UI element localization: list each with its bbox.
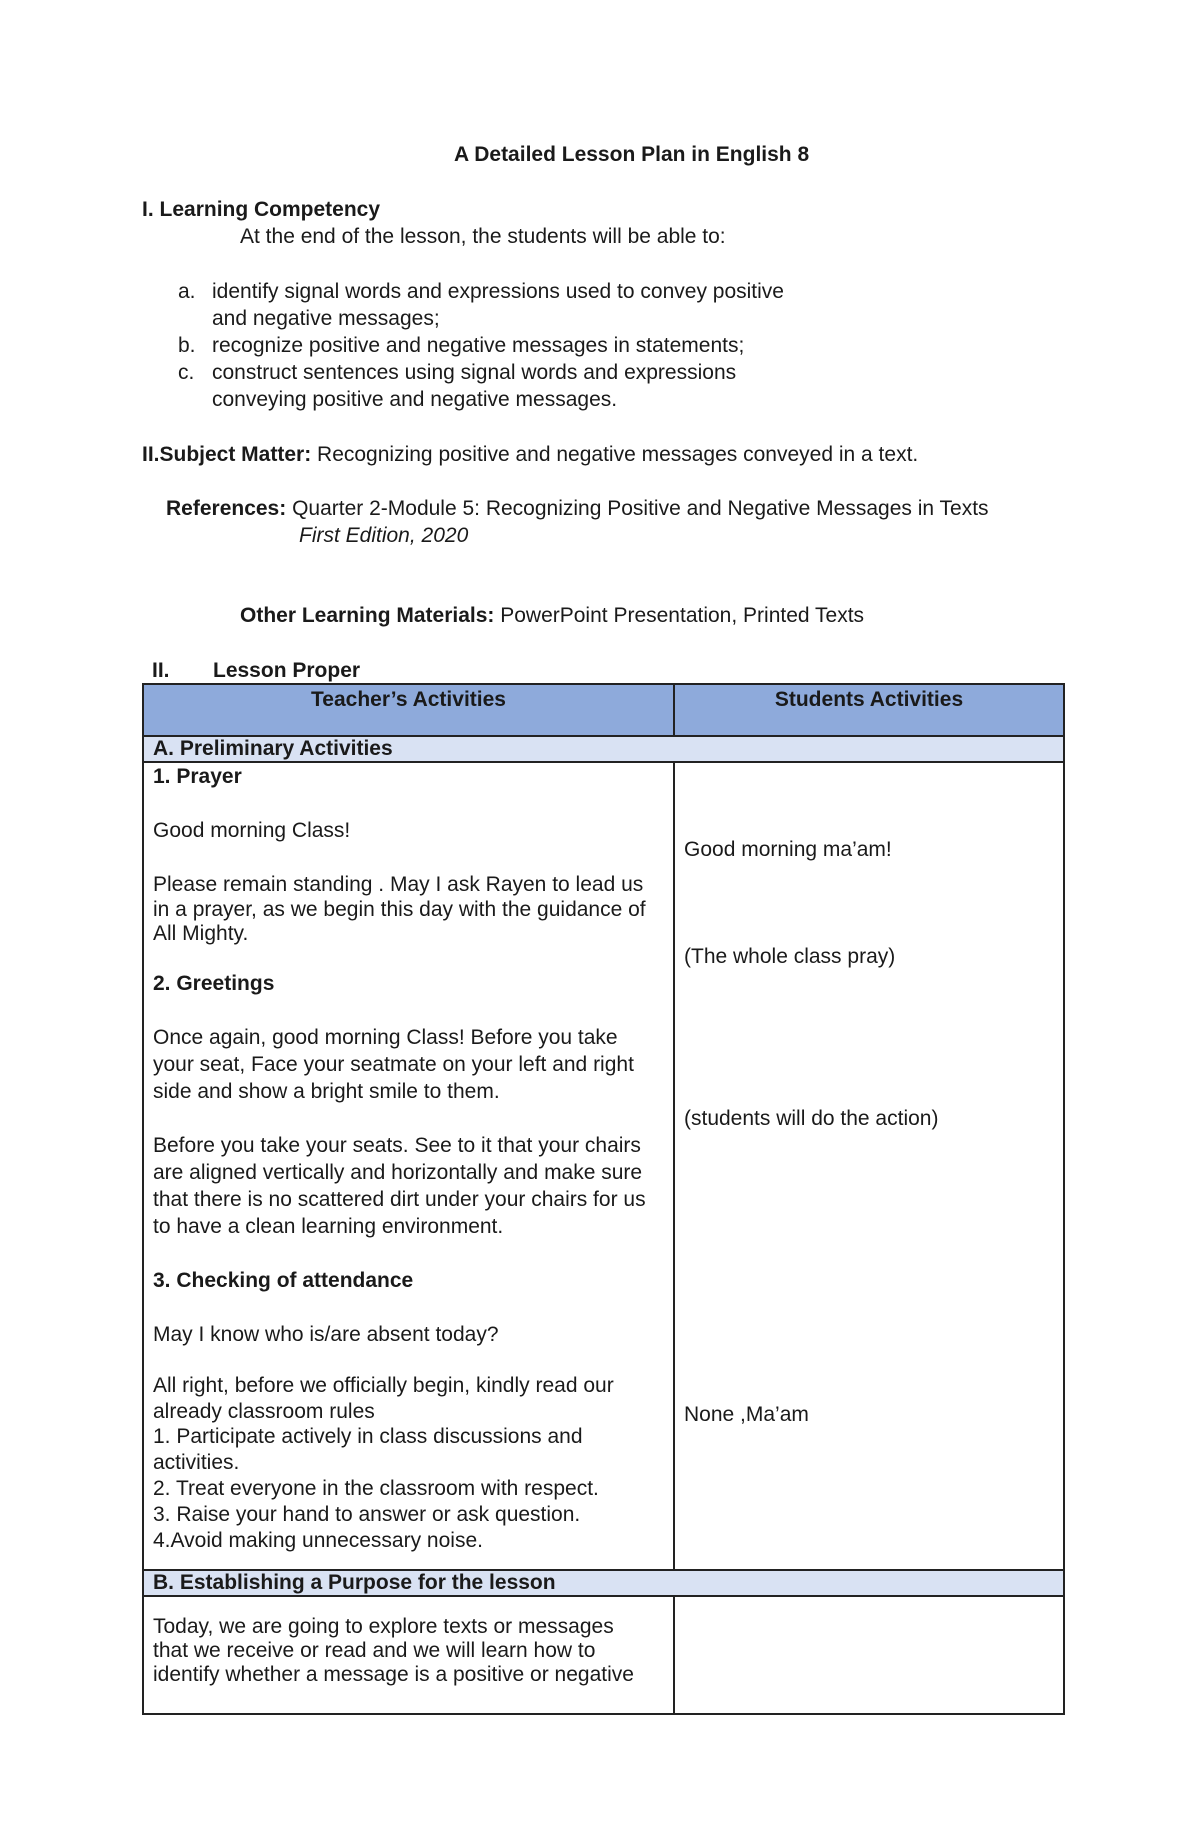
- objective-c-line1: construct sentences using signal words and expressions: [212, 361, 737, 384]
- purpose-line: Today, we are going to explore texts or messages: [153, 1615, 614, 1638]
- purpose-line: identify whether a message is a positive or negative: [153, 1663, 634, 1686]
- teacher-purpose-cell: [143, 1596, 674, 1714]
- objective-marker-b: b.: [178, 334, 196, 357]
- greetings-line: that there is no scattered dirt under your chairs for us: [153, 1188, 646, 1211]
- greetings-heading: 2. Greetings: [153, 972, 275, 995]
- students-activities-header: Students Activities: [674, 684, 1064, 736]
- lesson-table: [142, 683, 1065, 1715]
- greetings-line: Once again, good morning Class! Before you take: [153, 1026, 618, 1049]
- greetings-line: to have a clean learning environment.: [153, 1215, 504, 1238]
- rules-intro-line: already classroom rules: [153, 1400, 375, 1423]
- teacher-activities-header: Teacher’s Activities: [143, 684, 674, 736]
- other-materials-label: Other Learning Materials:: [240, 604, 495, 627]
- objective-a-line2: and negative messages;: [212, 307, 440, 330]
- lesson-proper-heading: Lesson Proper: [213, 659, 361, 682]
- attendance-heading: 3. Checking of attendance: [153, 1269, 414, 1292]
- student-response-action: (students will do the action): [684, 1107, 939, 1130]
- purpose-line: that we receive or read and we will learn how to: [153, 1639, 596, 1662]
- rule-line: 2. Treat everyone in the classroom with respect.: [153, 1477, 599, 1500]
- student-response-good-morning: Good morning ma’am!: [684, 838, 892, 861]
- subject-matter: [142, 442, 918, 467]
- objective-marker-a: a.: [178, 280, 196, 303]
- prayer-request-line: in a prayer, as we begin this day with the guidance of: [153, 898, 646, 921]
- greetings-line: are aligned vertically and horizontally and make sure: [153, 1161, 643, 1184]
- objective-c-line2: conveying positive and negative messages.: [212, 388, 618, 411]
- greetings-line: your seat, Face your seatmate on your left and right: [153, 1053, 634, 1076]
- references-label: References:: [166, 497, 287, 520]
- student-response-none: None ,Ma’am: [684, 1403, 809, 1426]
- section-b-heading: B. Establishing a Purpose for the lesson: [143, 1570, 1064, 1596]
- students-preliminary-cell: [674, 762, 1064, 1570]
- prayer-request-line: Please remain standing . May I ask Rayen to lead us: [153, 873, 644, 896]
- attendance-question: May I know who is/are absent today?: [153, 1323, 499, 1346]
- other-materials: [240, 603, 864, 628]
- rule-line: activities.: [153, 1451, 240, 1474]
- subject-matter-text: Recognizing positive and negative messages conveyed in a text.: [311, 443, 919, 466]
- references-text: Quarter 2-Module 5: Recognizing Positive and Negative Messages in Texts: [286, 497, 989, 520]
- student-response-pray: (The whole class pray): [684, 945, 896, 968]
- greetings-line: side and show a bright smile to them.: [153, 1080, 500, 1103]
- prayer-request-line: All Mighty.: [153, 922, 249, 945]
- references-edition: First Edition, 2020: [299, 524, 469, 547]
- prayer-heading: 1. Prayer: [153, 765, 242, 788]
- section-a-heading: A. Preliminary Activities: [143, 736, 1064, 762]
- prayer-greeting: Good morning Class!: [153, 819, 351, 842]
- objective-a-line1: identify signal words and expressions used to convey positive: [212, 280, 784, 303]
- references: [166, 496, 989, 521]
- rule-line: 1. Participate actively in class discussions and: [153, 1425, 583, 1448]
- objective-marker-c: c.: [178, 361, 195, 384]
- subject-matter-label: II.Subject Matter:: [142, 443, 312, 466]
- rule-line: 3. Raise your hand to answer or ask question.: [153, 1503, 581, 1526]
- objective-b-line1: recognize positive and negative messages in statements;: [212, 334, 745, 357]
- learning-competency-intro: At the end of the lesson, the students will be able to:: [240, 225, 726, 248]
- page-title: A Detailed Lesson Plan in English 8: [454, 143, 810, 166]
- other-materials-text: PowerPoint Presentation, Printed Texts: [494, 604, 865, 627]
- rules-intro-line: All right, before we officially begin, kindly read our: [153, 1374, 614, 1397]
- rule-line: 4.Avoid making unnecessary noise.: [153, 1529, 483, 1552]
- greetings-line: Before you take your seats. See to it that your chairs: [153, 1134, 641, 1157]
- lesson-proper-number: II.: [152, 659, 170, 682]
- teacher-preliminary-cell: [143, 762, 674, 1570]
- learning-competency-heading: I. Learning Competency: [142, 198, 381, 221]
- students-purpose-cell: [674, 1596, 1064, 1714]
